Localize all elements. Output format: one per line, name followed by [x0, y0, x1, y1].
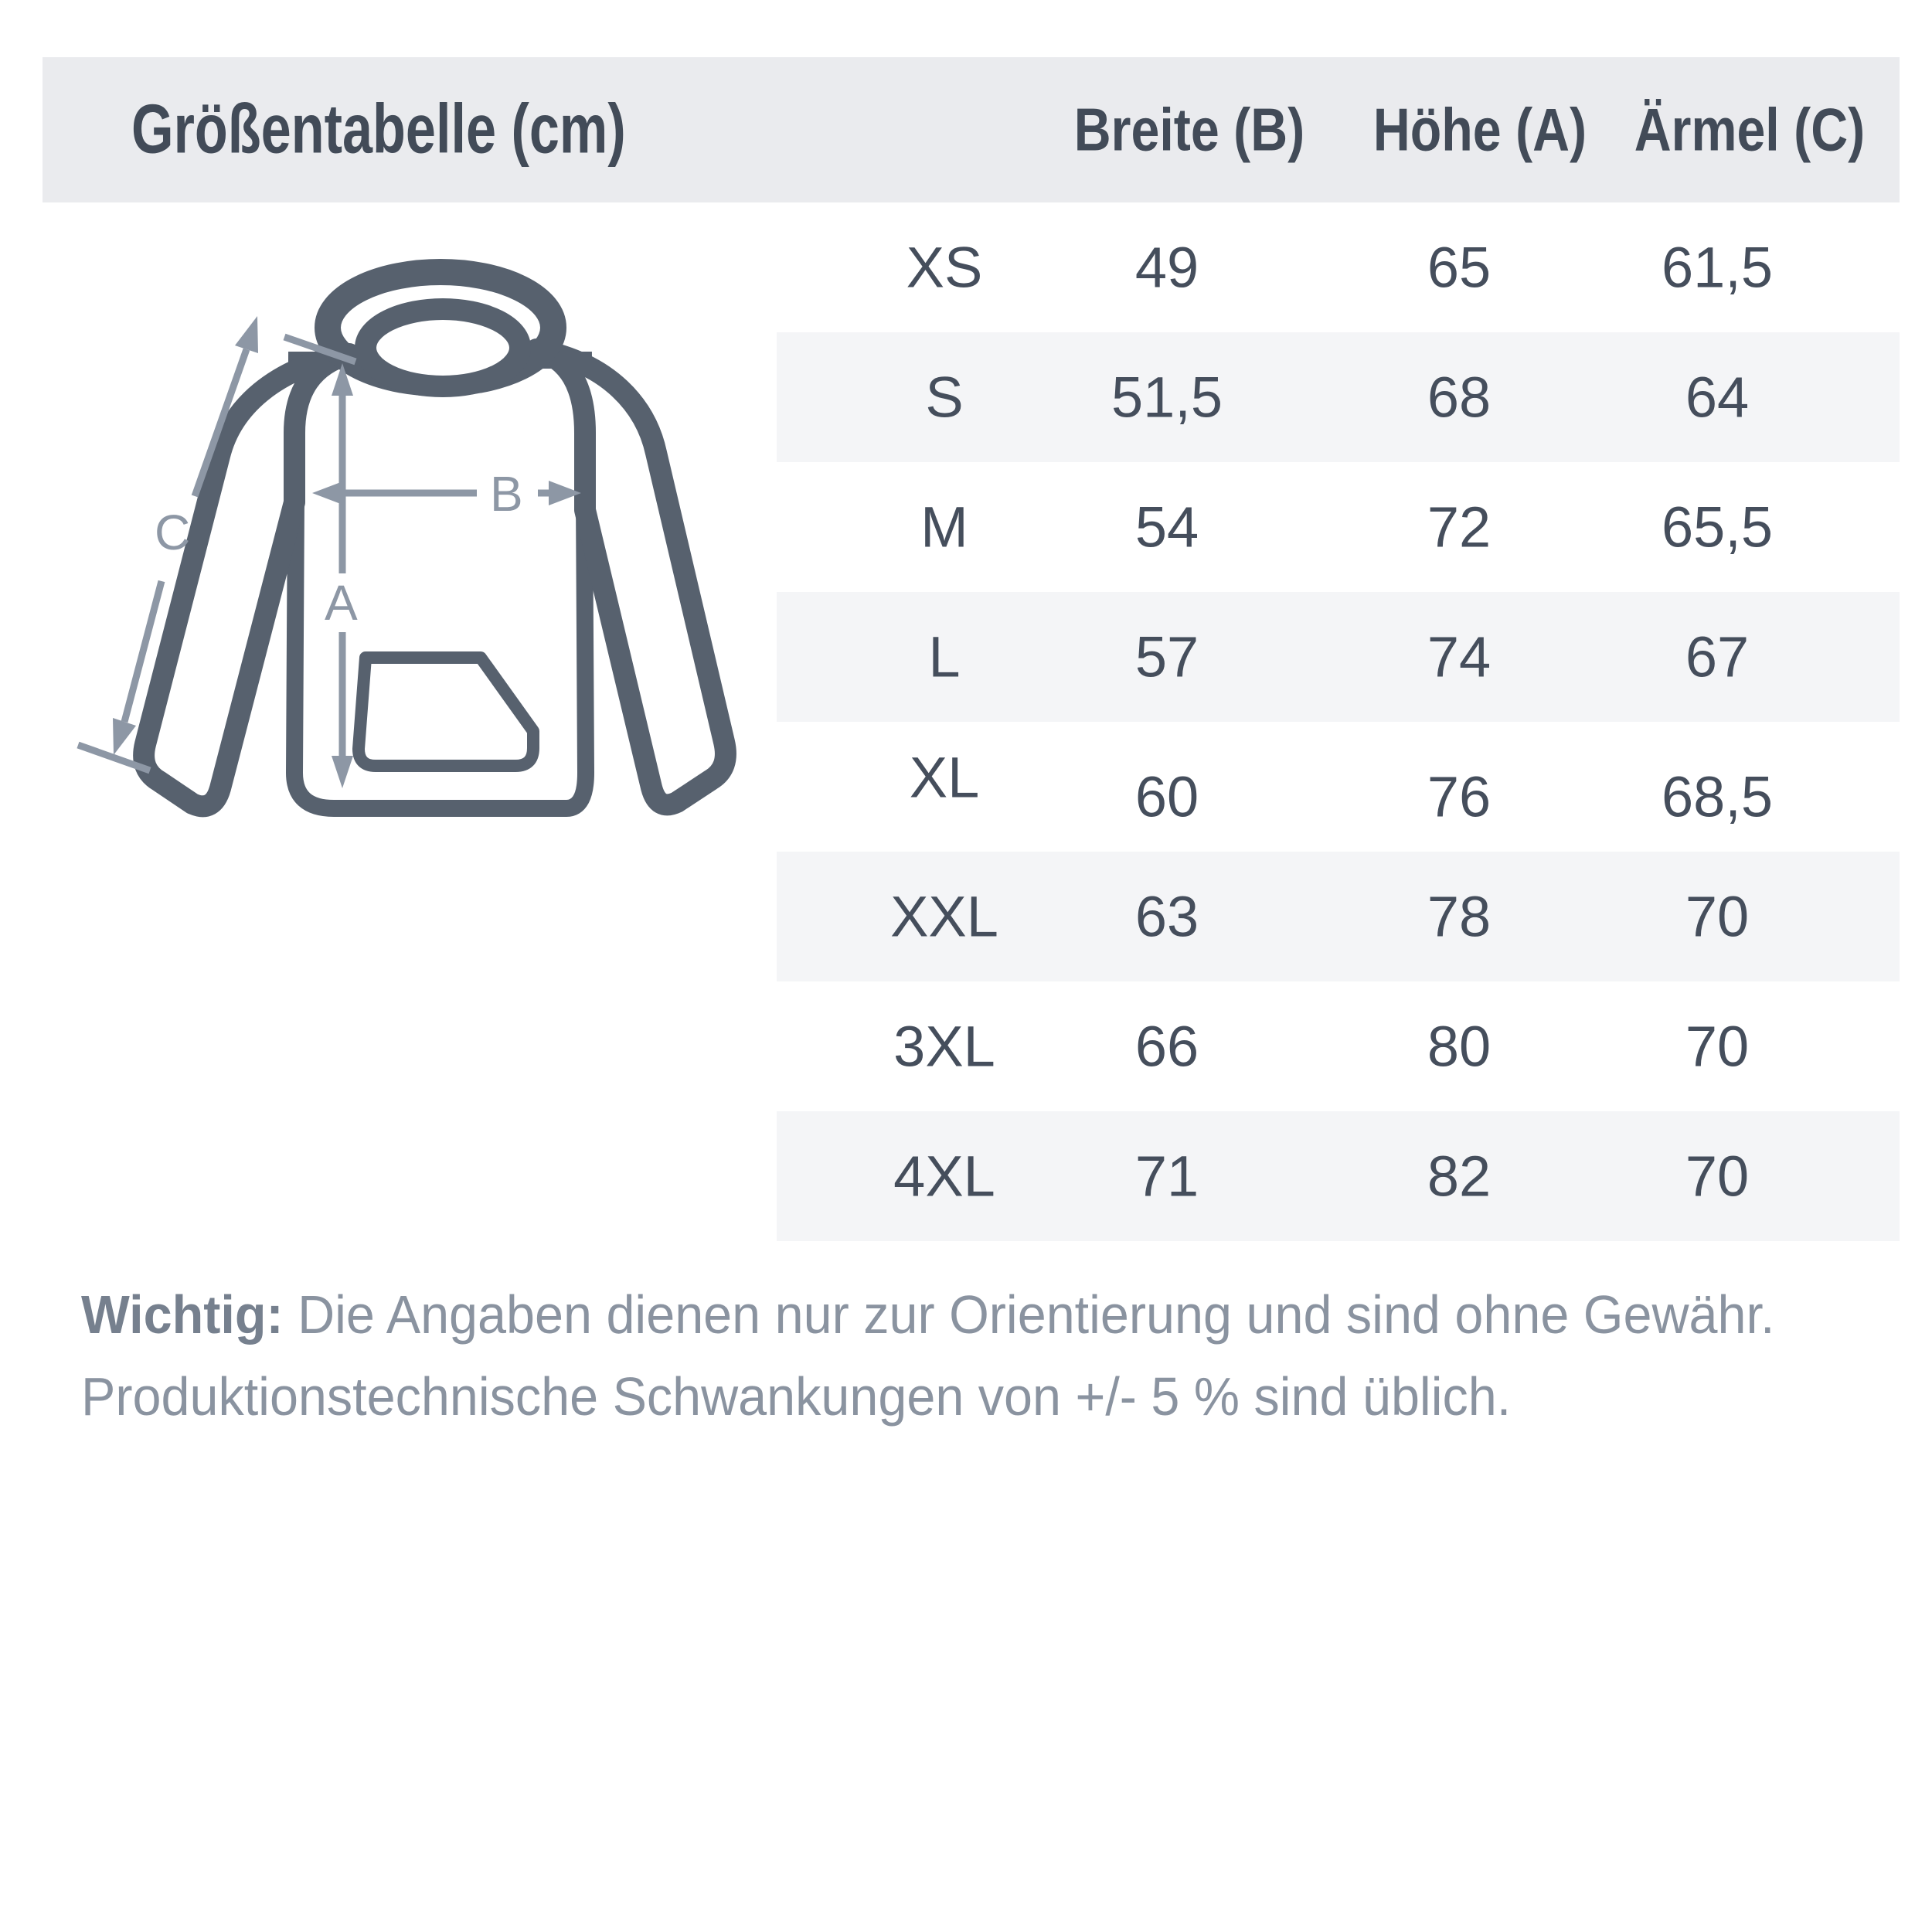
size-label: S: [925, 365, 964, 430]
table-row-m: [777, 462, 1900, 592]
size-label: 4XL: [893, 1144, 995, 1209]
value-hoehe: 78: [1427, 884, 1492, 949]
size-label: XS: [906, 235, 983, 300]
value-hoehe: 82: [1427, 1144, 1492, 1209]
sleeve-arrowhead-down: [113, 718, 136, 755]
hoodie-measurement-diagram: [46, 201, 773, 896]
size-label: 3XL: [893, 1014, 995, 1079]
footer-note-line1: Die Angaben dienen nur zur Orientierung und sind ohne Gewähr.: [283, 1284, 1775, 1345]
size-label: M: [920, 495, 968, 560]
size-label: XL: [909, 745, 980, 810]
value-hoehe: 68: [1427, 365, 1492, 430]
page-title: Größentabelle (cm): [131, 90, 626, 168]
value-hoehe: 65: [1427, 235, 1492, 300]
value-hoehe: 76: [1427, 764, 1492, 829]
table-row-xxl: [777, 852, 1900, 981]
value-aermel: 70: [1685, 1014, 1750, 1079]
size-table: [777, 202, 1900, 1241]
value-hoehe: 72: [1427, 495, 1492, 560]
value-aermel: 70: [1685, 884, 1750, 949]
table-row-l: [777, 592, 1900, 722]
value-aermel: 65,5: [1661, 495, 1774, 560]
value-breite: 49: [1134, 235, 1199, 300]
size-label: L: [928, 624, 961, 689]
column-header-aermel: Ärmel (C): [1634, 95, 1866, 164]
sleeve-label: C: [155, 505, 191, 560]
column-header-breite: Breite (B): [1073, 95, 1305, 164]
value-aermel: 67: [1685, 624, 1750, 689]
size-label: XXL: [890, 884, 998, 949]
value-breite: 51,5: [1111, 365, 1223, 430]
value-breite: 60: [1134, 764, 1199, 829]
hoodie-hood-inner: [366, 309, 520, 386]
value-aermel: 64: [1685, 365, 1750, 430]
value-breite: 54: [1134, 495, 1199, 560]
value-hoehe: 80: [1427, 1014, 1492, 1079]
table-row-3xl: [777, 981, 1900, 1111]
column-header-hoehe: Höhe (A): [1372, 95, 1587, 164]
value-breite: 57: [1134, 624, 1199, 689]
table-header-band: [43, 57, 1900, 202]
table-row-xl: [777, 722, 1900, 852]
value-aermel: 61,5: [1661, 235, 1774, 300]
footer-note-line2: Produktionstechnische Schwankungen von +/- 5 % sind üblich.: [81, 1366, 1512, 1427]
table-row-4xl: [777, 1111, 1900, 1241]
value-aermel: 70: [1685, 1144, 1750, 1209]
sleeve-arrowhead-up: [235, 316, 258, 353]
value-hoehe: 74: [1427, 624, 1492, 689]
footer-note: [81, 1274, 1858, 1437]
table-row-xs: [777, 202, 1900, 332]
table-row-s: [777, 332, 1900, 462]
height-label: A: [325, 575, 358, 631]
width-label: B: [490, 466, 523, 522]
value-breite: 66: [1134, 1014, 1199, 1079]
footer-note-bold: Wichtig:: [81, 1284, 284, 1345]
value-breite: 71: [1134, 1144, 1199, 1209]
value-breite: 63: [1134, 884, 1199, 949]
value-aermel: 68,5: [1661, 764, 1774, 829]
